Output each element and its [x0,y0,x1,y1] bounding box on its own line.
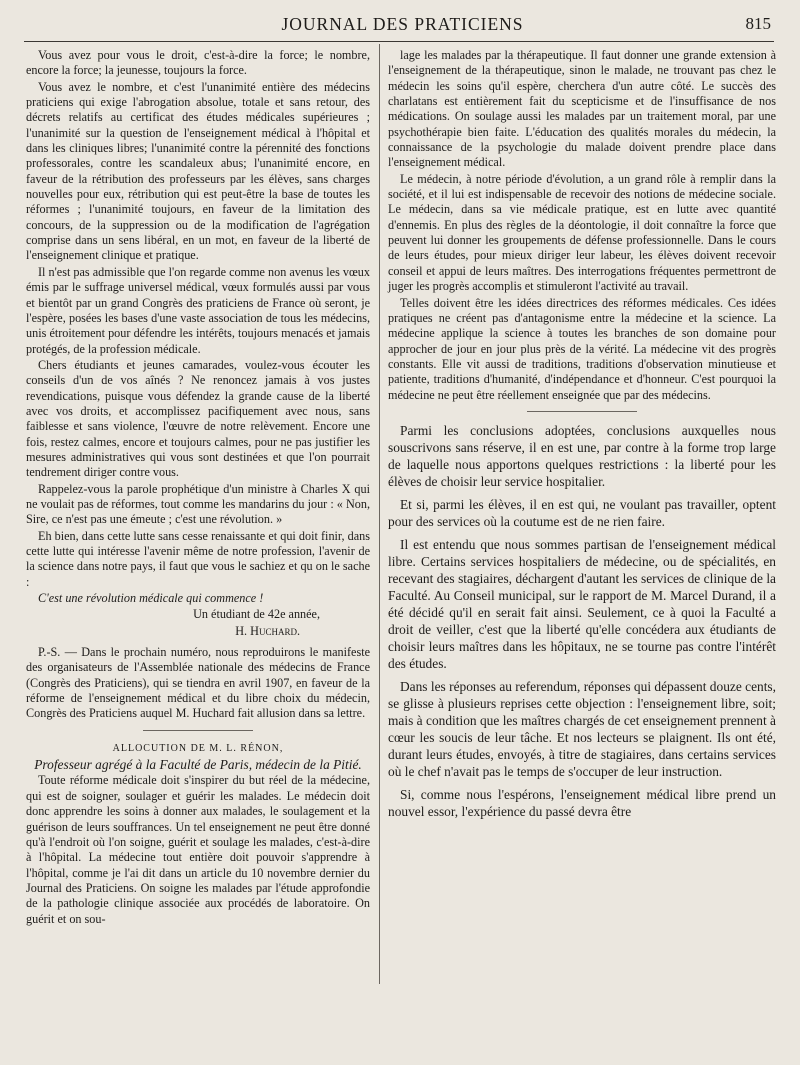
paragraph: Vous avez pour vous le droit, c'est-à-dire la force; le nombre, encore la force; la jeunesse, toujours la force. [26,48,370,78]
paragraph: Et si, parmi les élèves, il en est qui, ne voulant pas travailler, optent pour des services où la coutume est de ne rien faire. [388,496,776,529]
editorial-section [388,422,776,820]
paragraph: Il n'est pas admissible que l'on regarde comme non avenus les vœux émis par le suffrage universel médical, vœux formulés aussi par vous et bientôt par un grand Congrès des praticiens de France où seront, je l'espère, posées les bases d'une vaste association de tous les médecins, unis étroitement pour défendre les intérêts, toujours menacés et jamais protégés, de la profession médicale. [26,264,370,356]
column-divider [379,44,380,984]
section-divider [143,730,253,731]
paragraph: Rappelez-vous la parole prophétique d'un ministre à Charles X qui ne voulait pas de réformes, tout comme les mandarins du jour : « Non, Sire, ce n'est pas une émeute ; c'est une révolution. » [26,481,370,527]
paragraph: Il est entendu que nous sommes partisan de l'enseignement médical libre. Certains services hospitaliers de médecine, ou de spécialités, en recevant des stagiaires, déchargent d'autant les services de clinique de la Faculté. Au Conseil municipal, sur le rapport de M. Marcel Durand, il a été décidé qu'il en serait fait ainsi. Seulement, ce à quoi la Faculté a droit de veiller, c'est que la liberté qu'elle concédera aux étudiants de choisir leurs maîtres dans les hôpitaux, ne se tourne pas contre l'intérêt des études. [388,536,776,671]
signature-line: Un étudiant de 42e année, [193,607,320,622]
paragraph: Telles doivent être les idées directrices des réformes médicales. Ces idées pratiques ne créent pas d'antagonisme entre la médecine et la science. La médecine applique la science à toutes les branches de son domaine pour approcher de jour en jour plus près de la vérité. La médecine vit des progrès constants. Elle vit aussi de traditions, traditions d'observation minutieuse et patiente, traditions d'humanité, d'indépendance et d'honneur. C'est pourquoi la médecine ne peut être réellement enseignée que par des médecins. [388,295,776,402]
paragraph: Vous avez le nombre, et c'est l'unanimité entière des médecins praticiens qui exige l'abrogation absolue, totale et sans retour, des décrets relatifs au certificat des études médicales supérieures ; l'unanimité sur la question de l'enseignement médical à l'hôpital et dans les cliniques libres; l'unanimité contre la pérennité des fonctions professorales, contre les scandaleux abus; l'unanimité encore, en faveur de la rétribution des professeurs par les élèves, sans charges nouvelles pour eux, rétribution qui est peut-être la base de toutes les réformes ; l'unanimité toujours, en faveur de la limitation des concours, de la suppression ou de la modification de l'agrégation comprise dans un sens libéral, en un mot, en faveur de la liberté de l'enseignement clinique et pratique. [26,79,370,263]
right-column [388,48,776,820]
paragraph: Parmi les conclusions adoptées, conclusions auxquelles nous souscrivons sans réserve, il en est une, par contre à la forme trop large de laquelle nous apportons quelques restrictions : la liberté pour les élèves de choisir leur service hospitalier. [388,422,776,489]
left-column [26,48,370,927]
section-divider [527,411,637,412]
running-title: JOURNAL DES PRATICIENS [281,14,524,34]
paragraph: lage les malades par la thérapeutique. Il faut donner une grande extension à l'enseignement de la thérapeutique, sinon le malade, ne trouvant pas chez le médecin les soins qu'il espère, cherchera d'un autre côté. Le succès des charlatans est entièrement fait du scepticisme et de l'insuffisance de nos médications. On soulage aussi les malades par un traitement moral, par une psychothérapie bien faite. L'éducation des qualités morales du médecin, la connaissance de la psychologie du malade doivent prendre place dans l'enseignement médical. [388,48,776,170]
section-subheading: Professeur agrégé à la Faculté de Paris, médecin de la Pitié. [34,757,362,773]
page-number: 815 [745,14,771,33]
postscript: P.-S. — Dans le prochain numéro, nous reproduirons le manifeste des organisateurs de l'Assemblée nationale des médecins de France (Congrès des Praticiens), qui se tiendra en avril 1907, en faveur de la réforme de l'enseignement médical et du libre choix du médecin, Congrès des Praticiens auquel M. Huchard fait allusion dans sa lettre. [26,645,370,721]
paragraph: Dans les réponses au referendum, réponses qui dépassent douze cents, se glisse à plusieurs reprises cette objection : l'enseignement libre, soit; mais à condition que les maîtres chargés de cet enseignement prennent à cœur les soucis de leur tâche. Et nos lecteurs se plaignent. Ils ont été, durant leurs études, envoyés, à titre de stagiaires, dans certains services où le chef n'avait pas le temps de s'occuper de leur instruction. [388,678,776,779]
paragraph: Eh bien, dans cette lutte sans cesse renaissante et qui doit finir, dans cette lutte qui intéresse l'avenir même de notre profession, l'avenir de la science dans notre pays, il faut que vous le sachiez et qu on le sache : [26,528,370,589]
section-heading: ALLOCUTION DE M. L. RÉNON, [112,742,284,754]
page-header [30,12,775,38]
header-rule [24,41,774,42]
paragraph: Si, comme nous l'espérons, l'enseignement médical libre prend un nouvel essor, l'expérience du passé devra être [388,786,776,819]
paragraph: Toute réforme médicale doit s'inspirer du but réel de la médecine, qui est de soigner, soulager et guérir les malades. Le médecin doit donc apprendre les soins à donner aux malades, le soulagement et la guérison de leurs souffrances. Un tel enseignement ne peut être donné qu'à l'endroit où l'on soigne, guérit et soulage les malades, c'est-à-dire à l'hôpital. La médecine tout entière doit pouvoir s'apprendre à l'hôpital, comme je l'ai dit dans un article du 10 novembre dernier du Journal des Praticiens. On soigne les malades par l'étude approfondie de la pathologie clinique associée aux procédés de laboratoire. On guérit et on sou- [26,773,370,926]
paragraph: Chers étudiants et jeunes camarades, voulez-vous écouter les conseils d'un de vos aînés ? Ne renoncez jamais à vos justes revendications, puisque vous défendez la grande cause de la liberté avec vos droits, et accomplissez pacifiquement avec nous, sans faiblesse et sans violence, l'œuvre de notre relèvement. Encore une fois, restez calmes, encore et toujours calmes, pour ne pas justifier les mesures administratives qui vous sont destinées et que l'on pourrait tendrement diriger contre vous. [26,357,370,480]
paragraph: Le médecin, à notre période d'évolution, a un grand rôle à remplir dans la société, et il lui est indispensable de recevoir des notions de médecine sociale. Le médecin, dans sa vie médicale pratique, est en lutte avec quantité d'ennemis. En plus des règles de la déontologie, il doit connaître la force que peuvent lui donner les groupements de défense professionnelle. Dans le cours de leurs études, pour mieux diriger leur labeur, les élèves doivent recevoir conseil et appui de leurs maîtres. Des interrogations fréquentes permettront de juger les progrès accomplis et stimuleront l'activité au travail. [388,171,776,294]
closing-quote: C'est une révolution médicale qui commence ! [38,591,264,606]
signature-name: H. Huchard. [235,623,300,638]
